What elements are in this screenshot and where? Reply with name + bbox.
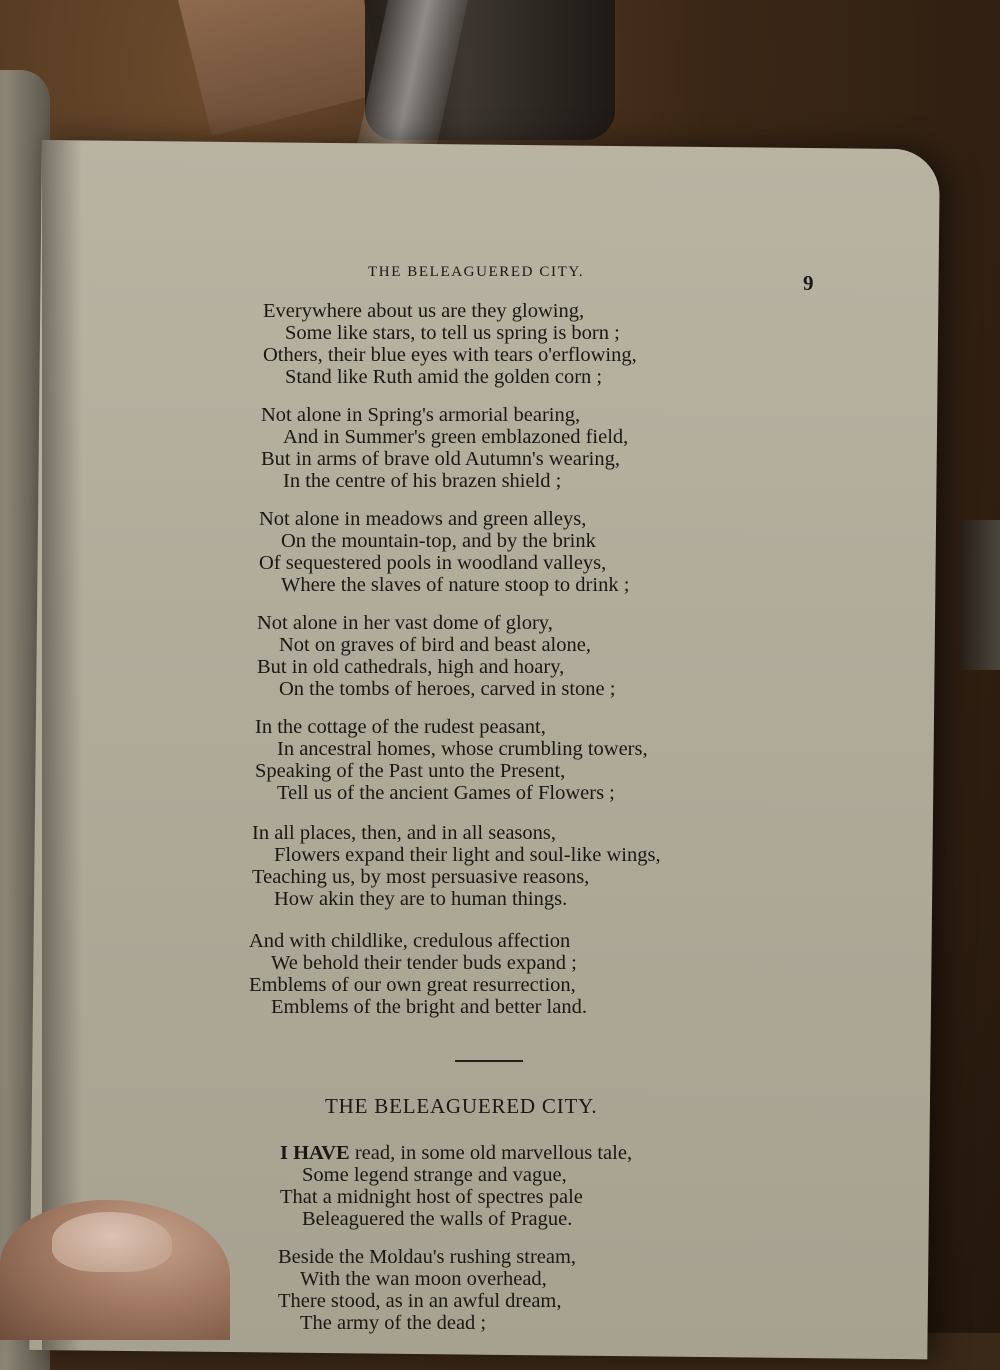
verse-line: Emblems of our own great resurrection,	[249, 974, 576, 996]
verse-line	[280, 1142, 632, 1164]
opening-words: I HAVE	[280, 1142, 350, 1164]
stanza	[257, 612, 615, 700]
verse-line: In the cottage of the rudest peasant,	[255, 716, 546, 738]
page-number: 9	[803, 271, 814, 295]
verse-line: Not alone in her vast dome of glory,	[257, 612, 553, 634]
verse-line: And with childlike, credulous affection	[249, 930, 571, 952]
verse-line: How akin they are to human things.	[274, 888, 568, 910]
verse-line: Stand like Ruth amid the golden corn ;	[285, 366, 603, 388]
verse-line: And in Summer's green emblazoned field,	[283, 426, 629, 448]
verse-line-text: read, in some old marvellous tale,	[349, 1142, 633, 1164]
verse-line: Everywhere about us are they glowing,	[263, 300, 585, 322]
verse-line: On the mountain-top, and by the brink	[281, 530, 596, 552]
verse-line: Speaking of the Past unto the Present,	[255, 760, 566, 782]
running-head: THE BELEAGUERED CITY.	[368, 264, 585, 280]
verse-line: In the centre of his brazen shield ;	[283, 470, 562, 492]
verse-line: In ancestral homes, whose crumbling towers,	[277, 738, 648, 760]
background-shadow	[960, 520, 1000, 670]
verse-line: The army of the dead ;	[300, 1312, 487, 1334]
stanza	[255, 716, 648, 804]
verse-line: Not on graves of bird and beast alone,	[279, 634, 591, 656]
stanza	[280, 1142, 632, 1230]
verse-line: Beleaguered the walls of Prague.	[302, 1208, 573, 1230]
verse-line: There stood, as in an awful dream,	[278, 1290, 562, 1312]
stanza	[252, 822, 661, 910]
verse-line: We behold their tender buds expand ;	[271, 952, 577, 974]
stanza	[278, 1246, 576, 1334]
verse-line: Where the slaves of nature stoop to drink ;	[281, 574, 630, 596]
verse-line: Flowers expand their light and soul-like wings,	[274, 844, 661, 866]
stanza	[249, 930, 587, 1018]
verse-line: In all places, then, and in all seasons,	[252, 822, 556, 844]
verse-line: With the wan moon overhead,	[300, 1268, 547, 1290]
verse-line: Of sequestered pools in woodland valleys,	[259, 552, 607, 574]
verse-line: Emblems of the bright and better land.	[271, 996, 587, 1018]
verse-line: On the tombs of heroes, carved in stone ;	[279, 678, 616, 700]
page-gutter	[42, 140, 82, 1350]
thumbnail	[52, 1212, 172, 1272]
verse-line: Some legend strange and vague,	[302, 1164, 567, 1186]
verse-line: Not alone in Spring's armorial bearing,	[261, 404, 581, 426]
stanza	[261, 404, 628, 492]
verse-line: But in old cathedrals, high and hoary,	[257, 656, 565, 678]
section-divider	[455, 1060, 523, 1062]
verse-line: Not alone in meadows and green alleys,	[259, 508, 587, 530]
verse-line: Some like stars, to tell us spring is born ;	[285, 322, 620, 344]
poem-title: THE BELEAGUERED CITY.	[325, 1094, 598, 1118]
verse-line: Teaching us, by most persuasive reasons,	[252, 866, 590, 888]
verse-line: Tell us of the ancient Games of Flowers ;	[277, 782, 615, 804]
verse-line: But in arms of brave old Autumn's wearing,	[261, 448, 620, 470]
stanza	[259, 508, 629, 596]
verse-line: That a midnight host of spectres pale	[280, 1186, 583, 1208]
verse-line: Others, their blue eyes with tears o'erflowing,	[263, 344, 637, 366]
verse-line: Beside the Moldau's rushing stream,	[278, 1246, 577, 1268]
stanza	[263, 300, 637, 388]
